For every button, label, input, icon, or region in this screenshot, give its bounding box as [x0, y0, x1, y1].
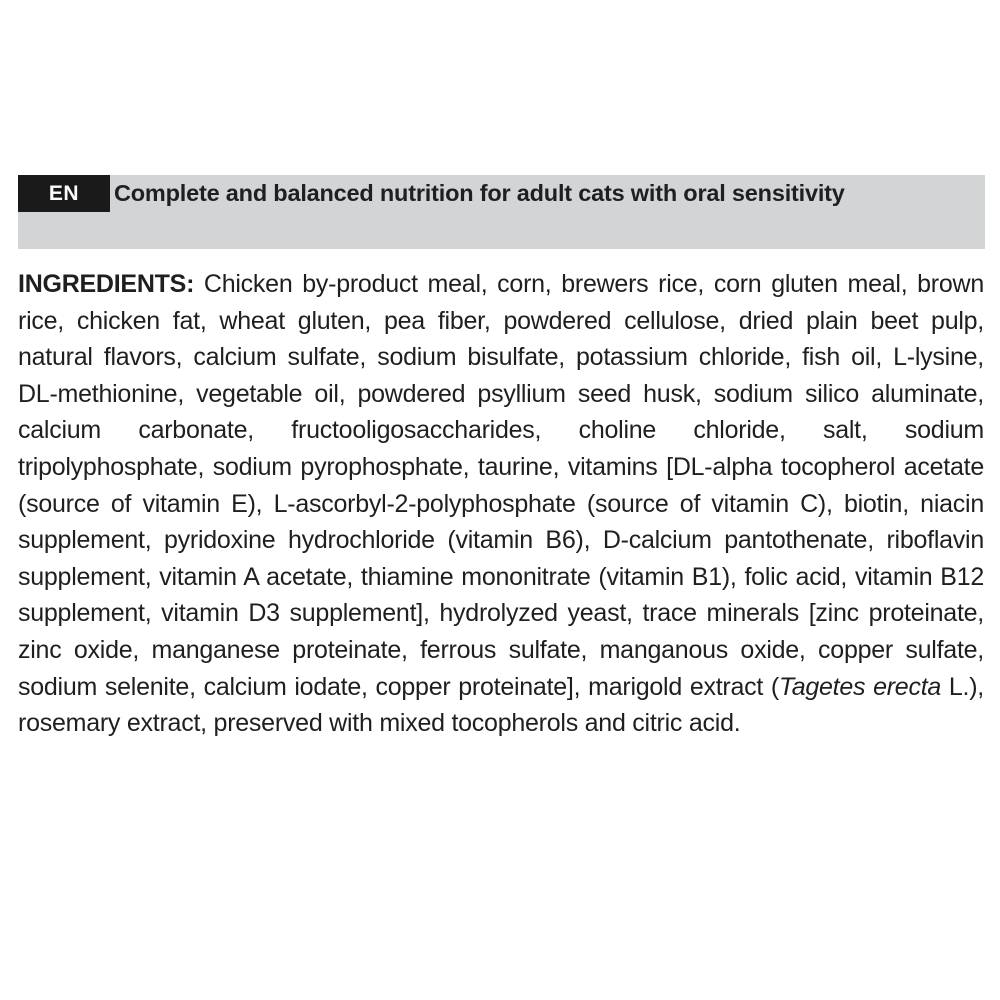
header-title-strip	[110, 175, 985, 212]
ingredients-list-text: Chicken by-product meal, corn, brewers rice, corn gluten meal, brown rice, chicken fat, wheat gluten, pea fiber, powdered cellulose, dried plain beet pulp, natural flavors, calcium sulfate, sodium bisulfate, potassium chloride, fish oil, L-lysine, DL-methionine, vegetable oil, powdered psyllium seed husk, sodium silico aluminate, calcium carbonate, fructooligosaccharides, choline chloride, salt, sodium tripolyphosphate, sodium pyrophosphate, taurine, vitamins [DL-alpha tocopherol acetate (source of vitamin E), L-ascorbyl-2-polyphosphate (source of vitamin C), biotin, niacin supplement, pyridoxine hydrochloride (vitamin B6), D-calcium pantothenate, riboflavin supplement, vitamin A acetate, thiamine mononitrate (vitamin B1), folic acid, vitamin B12 supplement, vitamin D3 supplement], hydrolyzed yeast, trace minerals [zinc proteinate, zinc oxide, manganese proteinate, ferrous sulfate, manganous oxide, copper sulfate, sodium selenite, calcium iodate, copper proteinate], marigold extract (	[18, 270, 984, 701]
ingredients-label: INGREDIENTS:	[18, 270, 195, 298]
product-description-title: Complete and balanced nutrition for adult cats with oral sensitivity	[114, 180, 845, 206]
ingredients-paragraph	[18, 266, 984, 742]
ingredients-list-end: L.), rosemary extract, preserved with mixed tocopherols and citric acid.	[18, 672, 984, 738]
botanical-name: Tagetes erecta	[778, 672, 942, 701]
header-row	[18, 175, 985, 212]
header-band	[18, 175, 985, 249]
language-badge: EN	[18, 175, 110, 212]
